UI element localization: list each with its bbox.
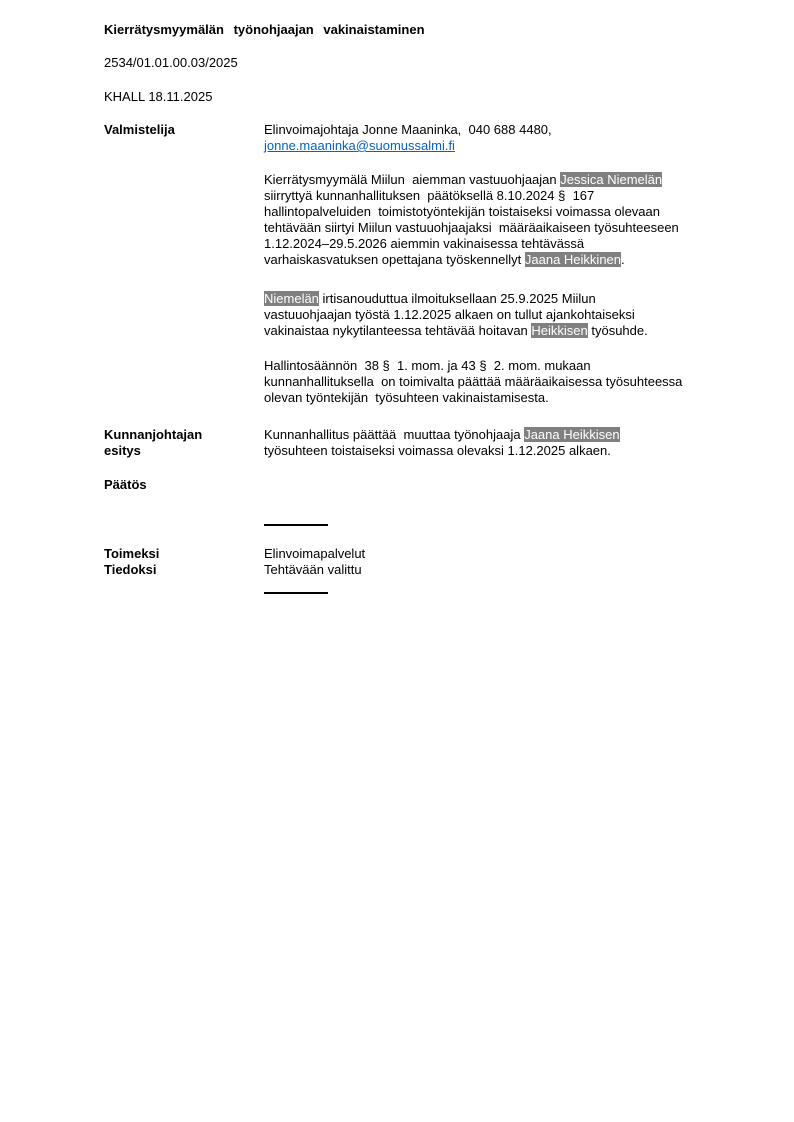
meeting-reference: KHALL 18.11.2025	[104, 89, 213, 104]
redacted-name: Niemelän	[264, 291, 319, 306]
text-segment: työsuhde.	[587, 323, 648, 338]
text-segment: olevan työntekijän työsuhteen vakinaistamisesta.	[264, 390, 549, 405]
text-segment: Hallintosäännön 38 § 1. mom. ja 43 § 2. mom. mukaan	[264, 358, 591, 373]
body-paragraph-3	[264, 358, 764, 406]
tiedoksi-value: Tehtävään valittu	[264, 562, 362, 577]
text-segment: .	[621, 252, 625, 267]
text-segment: työsuhteen toistaiseksi voimassa olevaksi 1.12.2025 alkaen.	[264, 443, 611, 458]
toimeksi-value: Elinvoimapalvelut	[264, 546, 366, 561]
toimeksi-label: Toimeksi	[104, 546, 160, 561]
distribution-labels	[104, 546, 264, 578]
text-segment: siirryttyä kunnanhallituksen päätöksellä 8.10.2024 § 167	[264, 188, 595, 203]
text-line	[264, 358, 764, 374]
text-segment: vakinaistaa nykytilanteessa tehtävää hoitavan	[264, 323, 532, 338]
text-line	[264, 307, 764, 323]
valmistelija-content	[264, 122, 764, 406]
text-line	[264, 374, 764, 390]
text-line	[264, 427, 764, 443]
document-title: Kierrätysmyymälän työnohjaajan vakinaistaminen	[104, 22, 425, 37]
esitys-section	[104, 427, 766, 459]
text-line	[264, 220, 764, 236]
text-segment: Kierrätysmyymälä Miilun aiemman vastuuohjaajan	[264, 172, 561, 187]
paatos-section	[104, 477, 766, 493]
redacted-name: Jaana Heikkinen	[524, 252, 622, 267]
distribution-values	[264, 546, 764, 578]
text-line	[264, 390, 764, 406]
text-line	[264, 291, 764, 307]
email-line	[264, 138, 764, 154]
text-segment: irtisanouduttua ilmoituksellaan 25.9.2025 Miilun	[318, 291, 596, 306]
text-segment: tehtävään siirtyi Miilun vastuuohjaajaksi määräaikaiseen työsuhteeseen	[264, 220, 679, 235]
text-line	[264, 204, 764, 220]
esitys-content	[264, 427, 764, 459]
text-line	[264, 172, 764, 188]
text-line	[264, 323, 764, 339]
text-segment: kunnanhallituksella on toimivalta päättää määräaikaisessa työsuhteessa	[264, 374, 683, 389]
redacted-name: Heikkisen	[531, 323, 588, 338]
text-segment: vastuuohjaajan työstä 1.12.2025 alkaen on tullut ajankohtaiseksi	[264, 307, 635, 322]
text-segment: 1.12.2024–29.5.2026 aiemmin vakinaisessa tehtävässä	[264, 236, 585, 251]
body-paragraph-1	[264, 172, 764, 268]
text-segment: varhaiskasvatuksen opettajana työskennellyt	[264, 252, 525, 267]
tiedoksi-label: Tiedoksi	[104, 562, 157, 577]
distribution-section	[104, 546, 766, 578]
signature-line	[264, 524, 328, 526]
redacted-name: Jaana Heikkisen	[524, 427, 620, 442]
email-link[interactable]: jonne.maaninka@suomussalmi.fi	[264, 138, 455, 153]
text-line	[264, 188, 764, 204]
text-line	[264, 236, 764, 252]
text-segment: hallintopalveluiden toimistotyöntekijän toistaiseksi voimassa olevaan	[264, 204, 660, 219]
case-number: 2534/01.01.00.03/2025	[104, 55, 238, 70]
body-paragraph-2	[264, 291, 764, 339]
text-line	[264, 252, 764, 268]
paatos-label: Päätös	[104, 477, 147, 492]
valmistelija-section	[104, 122, 766, 406]
preparer-contact-line: Elinvoimajohtaja Jonne Maaninka, 040 688 4480,	[264, 122, 552, 137]
text-line	[264, 443, 764, 459]
valmistelija-label: Valmistelija	[104, 122, 175, 137]
end-line	[264, 592, 328, 594]
text-segment: Kunnanhallitus päättää muuttaa työnohjaaja	[264, 427, 525, 442]
esitys-label: Kunnanjohtajan esitys	[104, 427, 203, 458]
redacted-name: Jessica Niemelän	[560, 172, 663, 187]
